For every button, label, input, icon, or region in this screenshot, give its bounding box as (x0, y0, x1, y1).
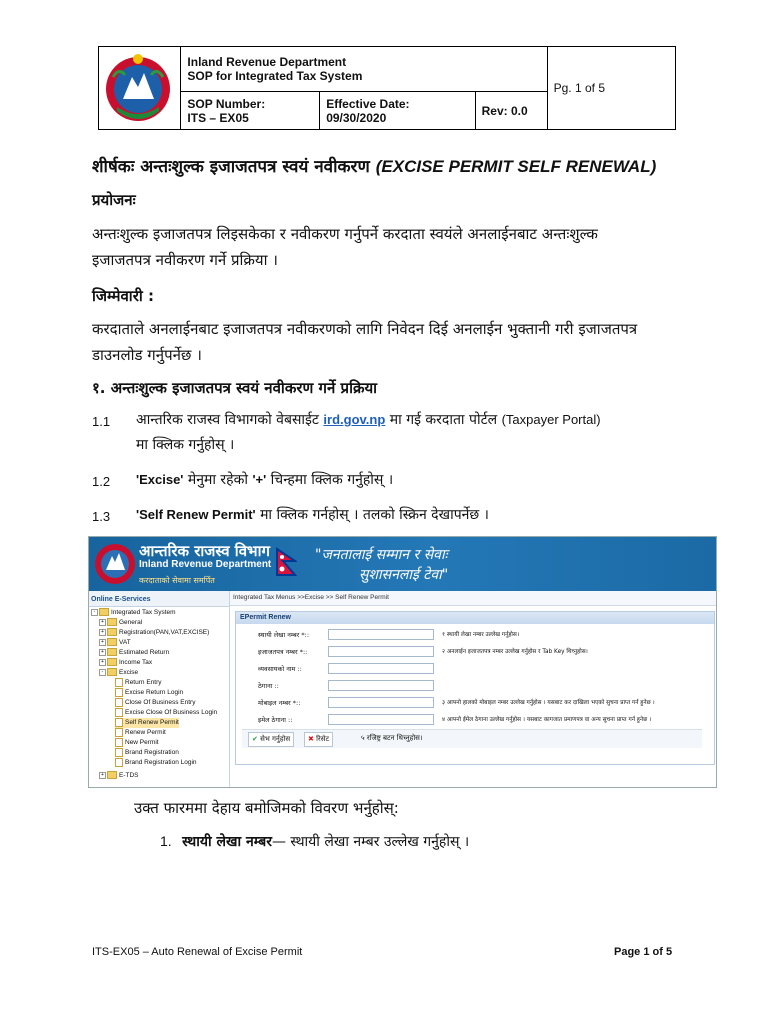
footer-left: ITS-EX05 – Auto Renewal of Excise Permit (92, 946, 303, 958)
page-icon (115, 718, 123, 727)
reset-label: रिसेट (316, 735, 330, 743)
department-name: Inland Revenue Department (187, 55, 347, 69)
banner-title-english: Inland Revenue Department (139, 559, 272, 570)
page-icon (115, 758, 123, 767)
step-text: मेनुमा रहेको (187, 472, 248, 488)
tree-label: Renew Permit (125, 729, 166, 737)
step-number: 1.1 (92, 414, 111, 429)
tree-item[interactable] (99, 648, 169, 658)
step-1-1-line-2: मा क्लिक गर्नुहोस् । (136, 437, 235, 453)
document-header (98, 46, 676, 130)
page-icon (115, 678, 123, 687)
title-nepali: शीर्षकः अन्तःशुल्क इजाजतपत्र स्वयं नवीकरण (92, 157, 370, 177)
slogan-line-2: सुशासनलाई टेवा" (359, 567, 449, 583)
logo-cell (99, 47, 181, 130)
document-title (92, 154, 656, 177)
form-row (236, 696, 714, 709)
tree-item[interactable] (115, 698, 195, 708)
step-text: '+' (252, 472, 267, 487)
form-row (236, 662, 714, 675)
purpose-line-2: इजाजतपत्र नवीकरण गर्ने प्रक्रिया । (92, 251, 278, 269)
tree-label: Close Of Business Entry (125, 699, 196, 707)
step-text: मा क्लिक गर्नहोस् । तलको स्क्रिन देखापर्नेछ । (260, 507, 489, 523)
purpose-heading: प्रयोजनः (92, 191, 136, 209)
expand-icon: + (99, 639, 106, 646)
folder-icon (107, 658, 117, 666)
tree-label: Income Tax (119, 659, 153, 666)
effective-date-label: Effective Date: (326, 96, 410, 111)
step-number: 1.2 (92, 474, 111, 489)
button-hint: ५ रजिष्ट्र बटन थिच्नुहोस। (361, 734, 423, 742)
field-help: ४ आफ्नो ईमेल ठेगाना उल्लेख गर्नुहोस । यसबाट कागजात प्रमाणपत्र वा अन्य सुचना प्राप्त गर्न हुनेछ । (442, 717, 652, 723)
tree-label: Excise Return Login (125, 689, 184, 697)
page-indicator: Pg. 1 of 5 (553, 81, 605, 95)
form-row (236, 645, 714, 658)
sop-number-label: SOP Number: (187, 96, 266, 111)
tree-item[interactable] (115, 708, 217, 718)
expand-icon: + (99, 659, 106, 666)
field-help: १ स्थायी लेखा नम्बर उल्लेख गर्नुहोस। (442, 632, 520, 638)
revision: Rev: 0.0 (481, 103, 528, 118)
tree-label: New Permit (125, 739, 159, 747)
responsibility-line-2: डाउनलोड गर्नुपर्नेछ । (92, 346, 202, 364)
tree-item[interactable] (115, 758, 197, 768)
tree-item[interactable] (99, 771, 139, 781)
expand-icon: + (99, 619, 106, 626)
expand-icon: + (99, 649, 106, 656)
page-icon (115, 738, 123, 747)
main-content (230, 591, 716, 787)
slogan-line-1: "जनतालाई सम्मान र सेवाः (315, 547, 448, 563)
step-1-2 (136, 470, 393, 489)
step-text: 'Excise' (136, 472, 184, 487)
effective-date: 09/30/2020 (326, 110, 387, 125)
form-intro: उक्त फारममा देहाय बमोजिमको विवरण भर्नुहोस्: (134, 799, 399, 817)
banner-subtitle: करदाताको सेवामा समर्पित (139, 576, 215, 585)
field-label: स्थायी लेखा नम्बर *:: (258, 631, 310, 639)
step-1-3 (136, 505, 489, 524)
tree-label: Return Entry (125, 679, 162, 687)
close-icon: ✖ (308, 735, 314, 743)
tree-label: Registration(PAN,VAT,EXCISE) (119, 629, 210, 636)
address-input[interactable] (328, 680, 434, 691)
step-text: चिन्हमा क्लिक गर्नुहोस् । (270, 472, 394, 488)
field-label: इमेल ठेगाना :: (258, 716, 293, 724)
portal-screenshot (88, 536, 717, 788)
sidebar-title: Online E-Services (89, 591, 229, 607)
button-bar (242, 729, 702, 748)
step-text: मा गई करदाता पोर्टल (389, 412, 498, 428)
tree-item[interactable] (115, 678, 162, 688)
step-number: 1.3 (92, 509, 111, 524)
tree-label: E-TDS (119, 772, 139, 779)
tree-item[interactable] (115, 728, 166, 738)
tree-label: Estimated Return (119, 649, 170, 656)
save-label: सेभ गर्नुहोस (260, 735, 291, 743)
tree-item[interactable] (99, 658, 152, 668)
tree-item[interactable] (115, 748, 179, 758)
folder-icon (107, 668, 117, 676)
pan-input[interactable] (328, 629, 434, 640)
responsibility-line-1: करदाताले अनलाईनबाट इजाजतपत्र नवीकरणको लागि निवेदन दिई अनलाईन भुक्तानी गरी इजाजतपत्र (92, 320, 638, 338)
nepal-emblem-icon (99, 47, 177, 129)
tree-item[interactable] (91, 608, 176, 618)
list-item-title: स्थायी लेखा नम्बर (182, 834, 272, 850)
expand-icon: + (99, 772, 106, 779)
page-icon (115, 698, 123, 707)
tree-item[interactable] (115, 688, 183, 698)
responsibility-heading: जिम्मेवारी : (92, 287, 154, 305)
field-label: ठेगाना :: (258, 682, 279, 690)
purpose-line-1: अन्तःशुल्क इजाजतपत्र लिइसकेका र नवीकरण गर्नुपर्ने करदाता स्वयंले अनलाईनबाट अन्तःशुल्क (92, 225, 598, 243)
page-icon (115, 748, 123, 757)
tree-label: Brand Registration Login (125, 759, 197, 767)
page-icon (115, 708, 123, 717)
form-row (236, 679, 714, 692)
breadcrumb: Integrated Tax Menus >>Excise >> Self Renew Permit (230, 591, 717, 606)
banner-title-nepali: आन्तरिक राजस्व विभाग (139, 542, 270, 560)
step-1-1 (136, 410, 601, 429)
footer-page: Page 1 of 5 (614, 946, 673, 958)
form-row (236, 713, 714, 726)
folder-icon (107, 648, 117, 656)
field-label: मोबाइल नम्बर *:: (258, 699, 301, 707)
form-row (236, 628, 714, 641)
step-text: (Taxpayer Portal) (501, 412, 601, 427)
tree-label: Excise (119, 669, 139, 676)
field-label: व्यवसायको नाम :: (258, 665, 302, 673)
panel-title: EPermit Renew (236, 612, 714, 624)
portal-banner (89, 537, 716, 591)
sop-title: SOP for Integrated Tax System (187, 69, 363, 83)
folder-icon (107, 771, 117, 779)
field-help: २ अनलाईन इजाजतपत्र नम्बर उल्लेख गर्नुहोस र Tab Key थिच्नुहोस। (442, 649, 588, 655)
tree-label: Self Renew Permit (125, 719, 179, 727)
page-icon (115, 728, 123, 737)
tree-label: VAT (119, 639, 131, 646)
title-english: (EXCISE PERMIT SELF RENEWAL) (375, 157, 657, 176)
tree-label: General (119, 619, 143, 626)
tree-item[interactable] (99, 668, 138, 678)
field-help: ३ आफ्नो हालको मोबाइल नम्बर उल्लेख गर्नुहोस । यसबाट कर दाखिला भएको सुचना प्राप्त गर्न हुनेछ । (442, 700, 655, 706)
page-icon (115, 688, 123, 697)
folder-icon (107, 628, 117, 636)
email-input[interactable] (328, 714, 434, 725)
reset-button[interactable] (304, 732, 333, 747)
tree-label: Brand Registration (125, 749, 179, 757)
collapse-icon: - (99, 669, 106, 676)
tree-item-selected[interactable] (115, 718, 179, 728)
save-button[interactable] (248, 732, 294, 747)
collapse-icon: - (91, 609, 98, 616)
sop-number: ITS – EX05 (187, 110, 249, 125)
permit-number-input[interactable] (328, 646, 434, 657)
step-text: आन्तरिक राजस्व विभागको वेबसाईट (136, 412, 319, 428)
sidebar (89, 591, 230, 787)
expand-icon: + (99, 629, 106, 636)
field-label: इजाजतपत्र नम्बर *:: (258, 648, 308, 656)
section-heading: १. अन्तःशुल्क इजाजतपत्र स्वयं नवीकरण गर्ने प्रक्रिया (92, 379, 378, 397)
tree-item[interactable] (99, 638, 131, 648)
nepal-flag-icon (275, 547, 297, 577)
tree-item[interactable] (99, 618, 142, 628)
list-item-text: — स्थायी लेखा नम्बर उल्लेख गर्नुहोस् । (271, 834, 470, 850)
nepal-emblem-icon (93, 540, 137, 588)
step-text: 'Self Renew Permit' (136, 507, 256, 522)
folder-icon (99, 608, 109, 616)
list-number: 1. (160, 833, 172, 849)
folder-icon (107, 618, 117, 626)
ird-link[interactable]: ird.gov.np (323, 412, 386, 427)
tree-item[interactable] (99, 628, 209, 638)
tree-label: Excise Close Of Business Login (125, 709, 218, 717)
list-item (160, 832, 469, 851)
tree-label: Integrated Tax System (111, 609, 176, 616)
mobile-input[interactable] (328, 697, 434, 708)
check-icon: ✔ (252, 735, 258, 743)
folder-icon (107, 638, 117, 646)
tree-item[interactable] (115, 738, 159, 748)
business-name-input[interactable] (328, 663, 434, 674)
